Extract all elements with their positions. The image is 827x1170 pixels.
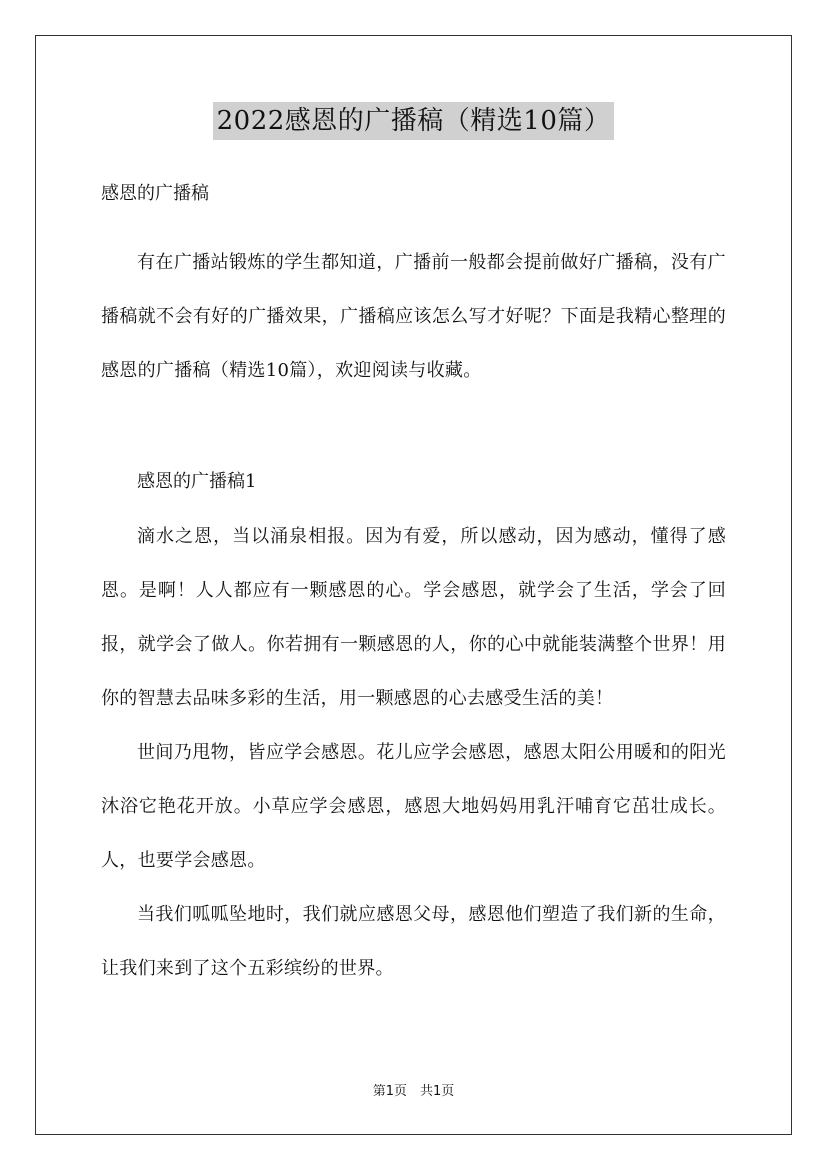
title-wrap	[0, 102, 827, 140]
body-paragraph: 当我们呱呱坠地时，我们就应感恩父母，感恩他们塑造了我们新的生命，让我们来到了这个五彩缤纷的世界。	[101, 904, 726, 979]
section-spacer	[101, 398, 726, 468]
page-number: 第1页 共1页	[372, 1084, 455, 1099]
document-body	[101, 180, 726, 996]
body-paragraph: 滴水之恩，当以涌泉相报。因为有爱，所以感动，因为感动，懂得了感恩。是啊！人人都应有一颗感恩的心。学会感恩，就学会了生活，学会了回报，就学会了做人。你若拥有一颗感恩的人，你的心中就能装满整个世界！用你的智慧去品味多彩的生活，用一颗感恩的心去感受生活的美！	[101, 526, 726, 709]
section-title: 感恩的广播稿1	[137, 471, 257, 492]
body-paragraph: 世间乃甩物，皆应学会感恩。花儿应学会感恩，感恩太阳公用暖和的阳光沐浴它艳花开放。小草应学会感恩，感恩大地妈妈用乳汗哺育它茁壮成长。人，也要学会感恩。	[101, 742, 726, 871]
document-title: 2022感恩的广播稿（精选10篇）	[213, 102, 615, 140]
intro-paragraph: 有在广播站锻炼的学生都知道，广播前一般都会提前做好广播稿，没有广播稿就不会有好的广播效果，广播稿应该怎么写才好呢？下面是我精心整理的感恩的广播稿（精选10篇），欢迎阅读与收藏。	[101, 252, 726, 381]
page-footer	[0, 1083, 827, 1101]
document-heading: 感恩的广播稿	[101, 183, 209, 204]
